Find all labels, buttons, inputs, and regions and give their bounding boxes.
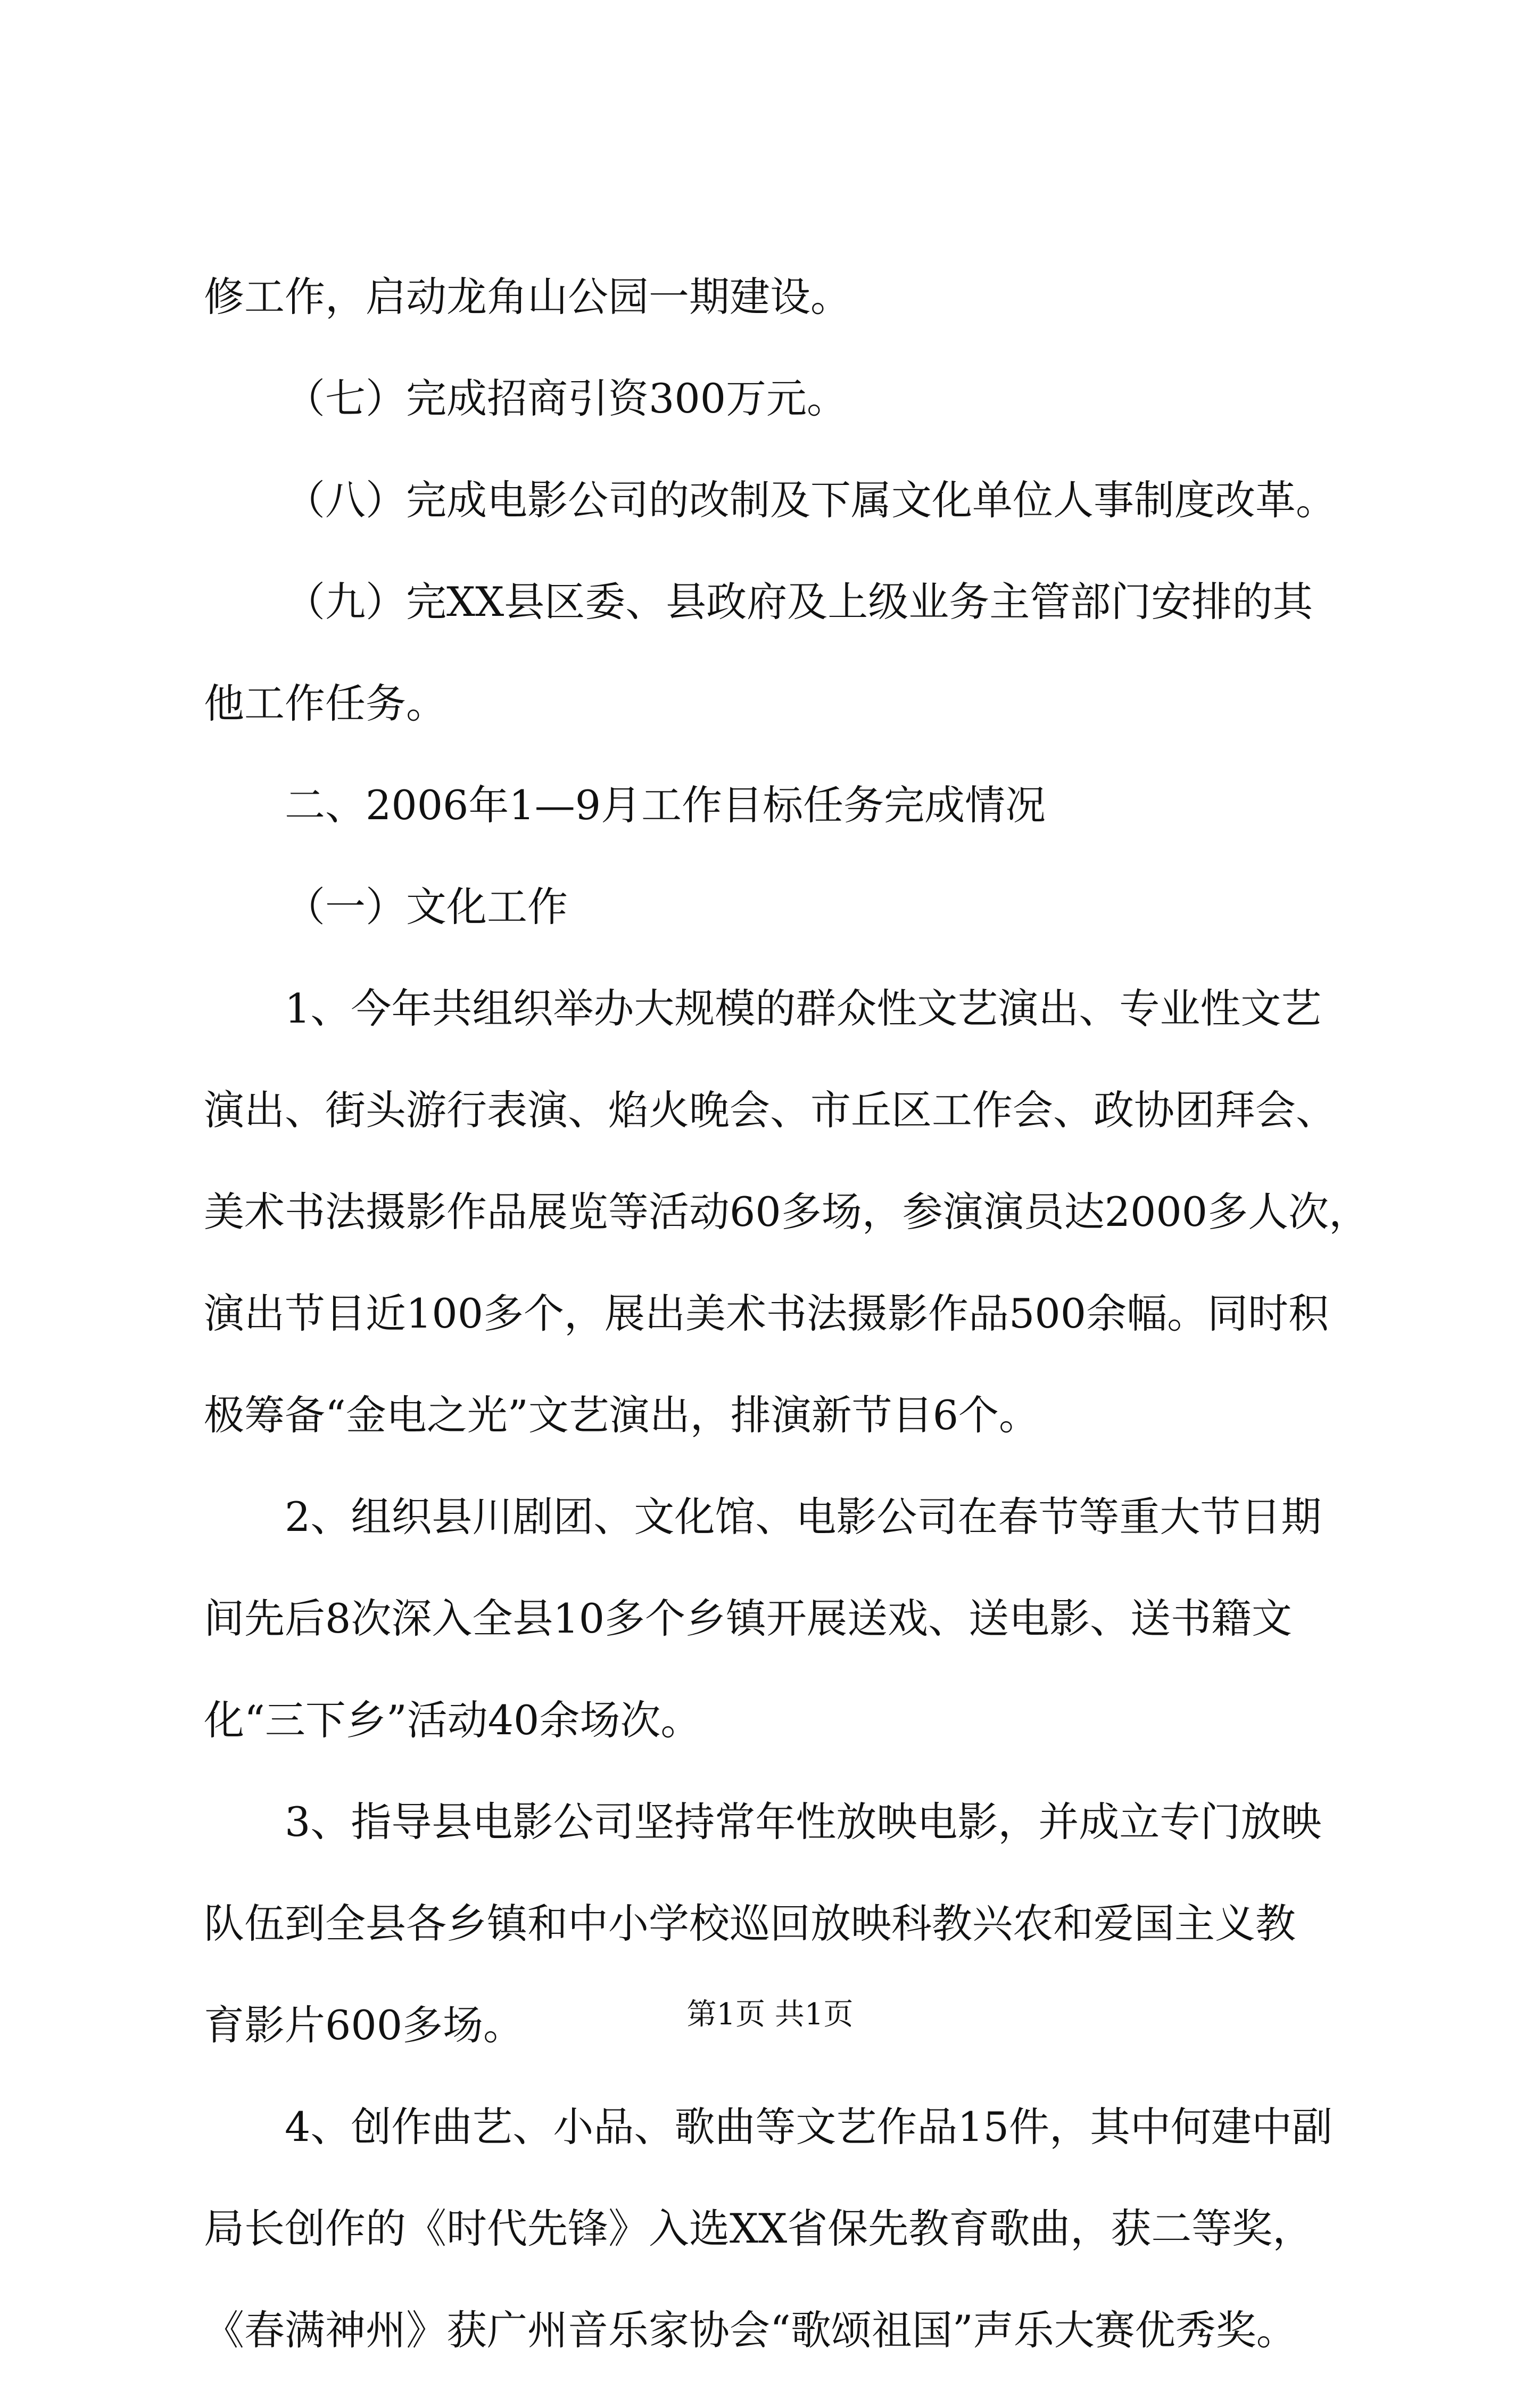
text-line: 他工作任务。 [204, 680, 446, 727]
text-line: 局长创作的《时代先锋》入选XX省保先教育歌曲，获二等奖， [204, 2205, 1313, 2252]
text-line: （九）完XX县区委、县政府及上级业务主管部门安排的其 [285, 578, 1313, 625]
text-line: 修工作，启动龙角山公园一期建设。 [204, 273, 851, 320]
text-line: 《春满神州》获广州音乐家协会“歌颂祖国”声乐大赛优秀奖。 [204, 2306, 1297, 2354]
subsection-heading: （一）文化工作 [285, 883, 568, 930]
text-line: 演出节目近100多个，展出美术书法摄影作品500余幅。同时积 [204, 1290, 1329, 1337]
text-line: 育影片600多场。 [204, 2001, 524, 2049]
text-line: 演出、街头游行表演、焰火晚会、市丘区工作会、政协团拜会、 [204, 1086, 1336, 1134]
text-line: 队伍到全县各乡镇和中小学校巡回放映科教兴农和爱国主义教 [204, 1900, 1296, 1947]
text-line: 4、创作曲艺、小品、歌曲等文艺作品15件，其中何建中副 [285, 2103, 1333, 2151]
page-number-label: 第1页 共1页 [686, 1997, 854, 2032]
text-line: 1、今年共组织举办大规模的群众性文艺演出、专业性文艺 [285, 985, 1322, 1032]
text-line: 美术书法摄影作品展览等活动60多场，参演演员达2000多人次， [204, 1188, 1370, 1235]
text-line: 极筹备“金电之光”文艺演出，排演新节目6个。 [204, 1391, 1040, 1439]
text-line: 间先后8次深入全县10多个乡镇开展送戏、送电影、送书籍文 [204, 1595, 1293, 1642]
page-footer [0, 1993, 1540, 2036]
text-line: 3、指导县电影公司坚持常年性放映电影，并成立专门放映 [285, 1798, 1322, 1846]
section-heading: 二、2006年1—9月工作目标任务完成情况 [285, 781, 1046, 829]
text-line: （七）完成招商引资300万元。 [285, 375, 848, 422]
text-line: 化“三下乡”活动40余场次。 [204, 1696, 701, 1744]
document-body [204, 246, 1370, 2381]
text-line: （八）完成电影公司的改制及下属文化单位人事制度改革。 [285, 476, 1336, 524]
text-line: 2、组织县川剧团、文化馆、电影公司在春节等重大节日期 [285, 1493, 1322, 1540]
